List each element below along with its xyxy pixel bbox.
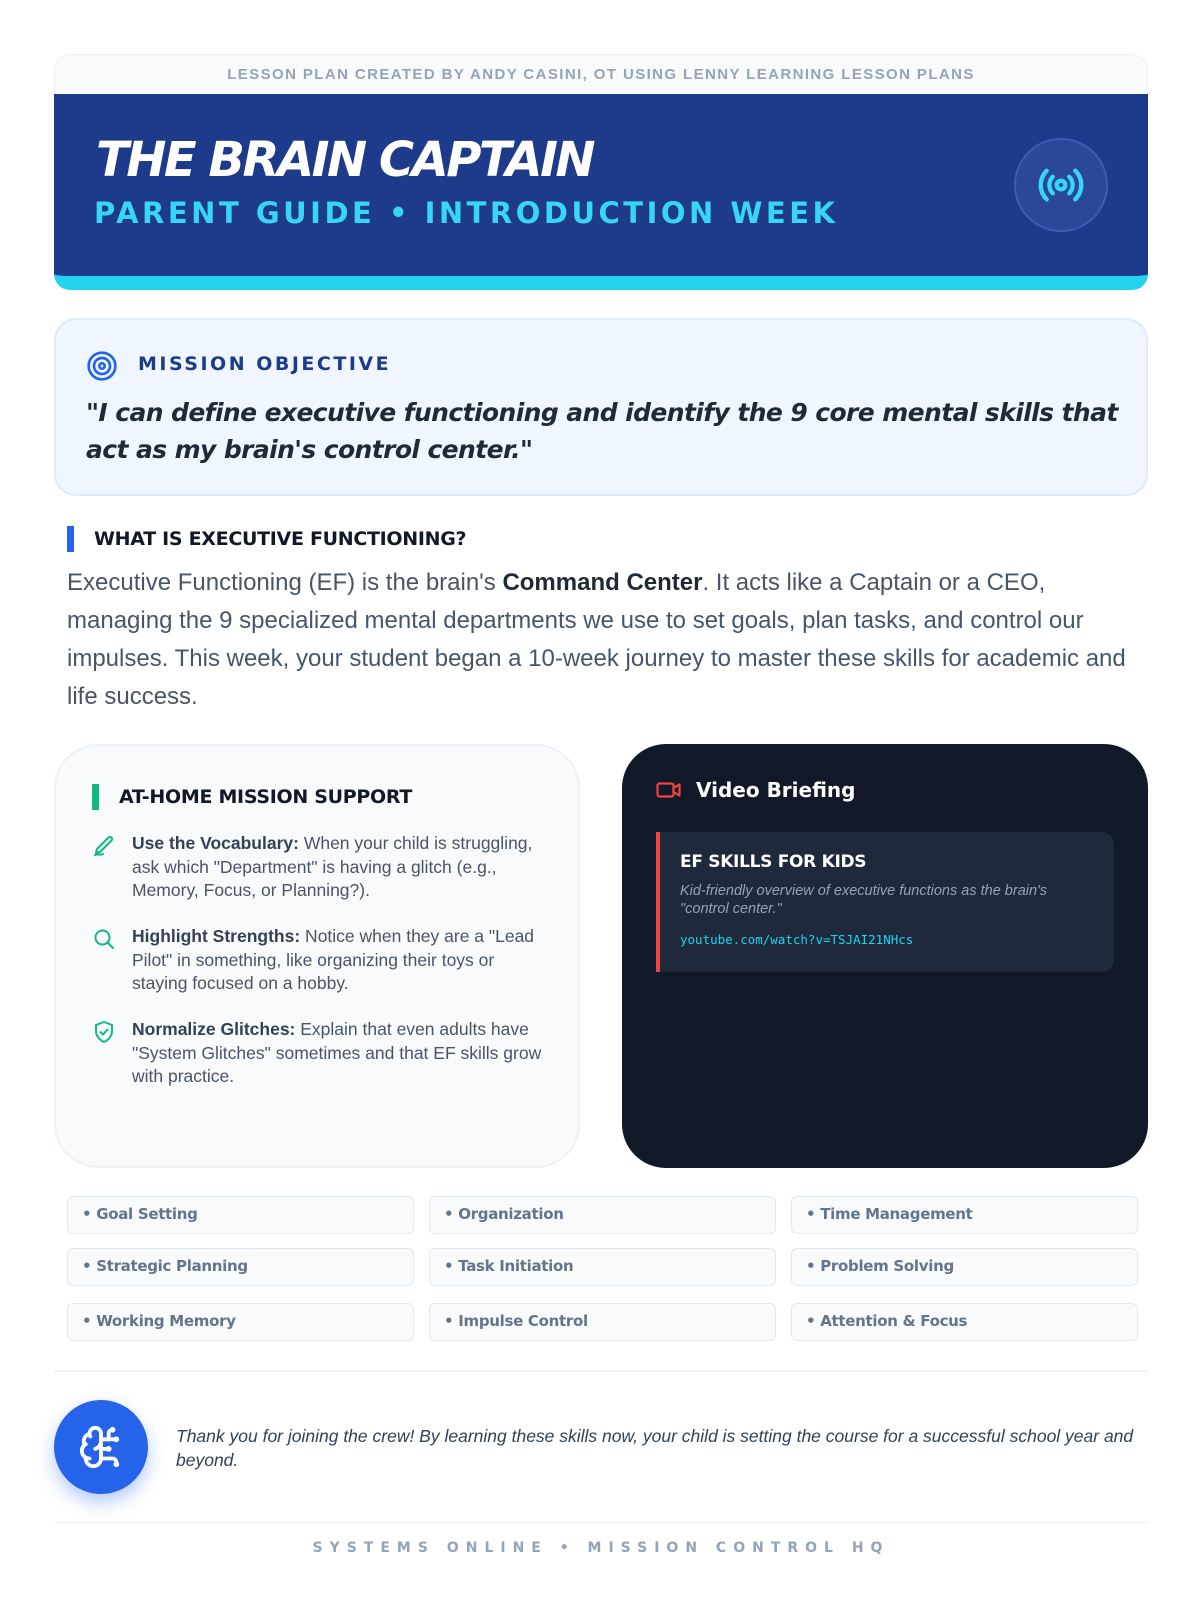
brain-icon: [78, 1424, 124, 1470]
tip-label: Highlight Strengths:: [132, 926, 301, 946]
video-title: EF SKILLS FOR KIDS: [680, 852, 867, 872]
section-divider: [54, 1370, 1148, 1372]
video-heading: [656, 778, 855, 802]
tip-text: [132, 1018, 542, 1089]
skill-chip: • Organization: [429, 1196, 776, 1234]
brain-badge: [54, 1400, 148, 1494]
support-heading: [92, 784, 412, 810]
tip-description: When your child is struggling, ask which "Department" is having a glitch (e.g., Memory, Focus, or Planning?).: [132, 833, 533, 900]
shield-check-icon: [92, 1020, 116, 1044]
skill-chip: • Attention & Focus: [791, 1303, 1138, 1341]
video-url-link[interactable]: youtube.com/watch?v=TSJAI21NHcs: [680, 932, 914, 947]
skill-chip: • Goal Setting: [67, 1196, 414, 1234]
tip-description: Notice when they are a "Lead Pilot" in something, like organizing their toys or staying focused on a hobby.: [132, 926, 535, 993]
intro-text-start: Executive Functioning (EF) is the brain's: [67, 569, 503, 596]
skills-grid: [67, 1196, 1139, 1341]
tip-text: [132, 925, 542, 996]
heading-accent-bar: [92, 784, 99, 810]
skill-chip: • Strategic Planning: [67, 1248, 414, 1286]
intro-heading: [67, 526, 466, 552]
skill-chip: • Impulse Control: [429, 1303, 776, 1341]
footer-divider: [54, 1522, 1148, 1523]
broadcast-icon: [1035, 159, 1087, 211]
skill-chip: • Task Initiation: [429, 1248, 776, 1286]
video-camera-icon: [656, 780, 682, 800]
tip-label: Use the Vocabulary:: [132, 833, 299, 853]
tip-item: [92, 832, 542, 903]
intro-heading-text: WHAT IS EXECUTIVE FUNCTIONING?: [94, 528, 467, 550]
heading-accent-bar: [67, 526, 74, 552]
search-icon: [92, 927, 116, 951]
target-icon: [86, 350, 118, 382]
closing-message: Thank you for joining the crew! By learning these skills now, your child is setting the course for a successful school year and beyond.: [176, 1426, 1134, 1470]
intro-paragraph: [67, 564, 1147, 716]
skill-chip: • Working Memory: [67, 1303, 414, 1341]
objective-quote: "I can define executive functioning and identify the 9 core mental skills that act as my brain's control center.": [86, 398, 1118, 464]
video-description: Kid-friendly overview of executive functions as the brain's "control center.": [680, 883, 1048, 917]
home-support-card: [54, 744, 580, 1168]
tip-text: [132, 832, 542, 903]
intro-emphasis: Command Center: [502, 569, 703, 596]
intro-text-end: . It acts like a Captain or a CEO, managing the 9 specialized mental departments we use to set goals, plan tasks, and control our impulses. This week, your student began a 10-week journey to master these skills for academic and life success.: [67, 569, 1126, 710]
page-title: THE BRAIN CAPTAIN: [96, 132, 594, 188]
video-heading-text: Video Briefing: [696, 778, 856, 802]
skill-chip: • Time Management: [791, 1196, 1138, 1234]
pencil-icon: [92, 834, 116, 858]
objective-label: MISSION OBJECTIVE: [138, 353, 392, 375]
lesson-credit: LESSON PLAN CREATED BY ANDY CASINI, OT USING LENNY LEARNING LESSON PLANS: [54, 54, 1148, 94]
page-subtitle: PARENT GUIDE • INTRODUCTION WEEK: [94, 196, 839, 230]
mission-objective-card: [54, 318, 1148, 496]
tip-label: Normalize Glitches:: [132, 1019, 296, 1039]
video-briefing-card: [622, 744, 1148, 1168]
hero-banner: [54, 94, 1148, 290]
tip-item: [92, 925, 542, 996]
video-link-card[interactable]: [656, 832, 1114, 972]
tip-description: Explain that even adults have "System Glitches" sometimes and that EF skills grow with practice.: [132, 1019, 542, 1086]
support-heading-text: AT-HOME MISSION SUPPORT: [119, 786, 413, 808]
broadcast-badge: [1014, 138, 1108, 232]
footer-text: SYSTEMS ONLINE • MISSION CONTROL HQ: [312, 1540, 890, 1556]
skill-chip: • Problem Solving: [791, 1248, 1138, 1286]
tip-item: [92, 1018, 542, 1089]
